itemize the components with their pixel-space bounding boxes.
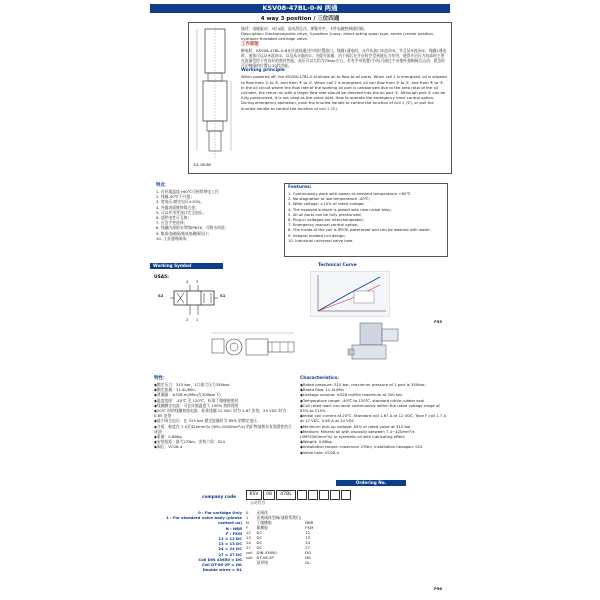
ordering-code-label: Coil DT-06-2P = DK [201, 562, 242, 568]
spec-cn-item: ◆最小吸合电压：在 315 bar 额定流量时为 85% 的额定电压 [154, 418, 258, 424]
table-cell: 12 [305, 530, 311, 535]
port-label-s2: S2 [158, 293, 164, 298]
drawing-dimension: 3/4-16UNF [193, 163, 212, 167]
code-box [330, 490, 340, 500]
table-row [244, 560, 315, 565]
ordering-code-label: 13 = 13 DC [218, 541, 242, 547]
spec-cn-item: ◆线圈额定电流：可在环境温度下 100% 持续使用 [154, 402, 239, 408]
ordering-code-label: 0 : For cartidge Only [198, 510, 242, 515]
table-cell: 双导线 [256, 560, 268, 565]
table-cell: DL [305, 560, 311, 565]
principle-en-heading: Working principle [241, 68, 285, 74]
spec-en-item: ◆Rated flow: 11.4L/Min [300, 387, 344, 393]
spec-cn-item: ◆额定流量：11.4L/Min； [154, 387, 199, 393]
spec-cn-item: ◆介质：粘度在 7.4至420mm²/s (5M=2000mm²/s) 的矿物油和具有润滑性的合成油 [154, 423, 292, 434]
table-cell: 0 [246, 510, 249, 515]
table-cell: DC [256, 540, 263, 545]
spec-cn-item: ◆泄漏量：≤328 ml/Min(在300bar下) [154, 392, 221, 398]
feature-en-item: 6. Plug-in voltages are interchangeable; [288, 217, 364, 223]
page-title: KSV08-47BL-0-N 两通 [262, 4, 338, 12]
feature-cn-item: 5. 可以并用背油口完全加压； [156, 209, 207, 215]
code-box [341, 490, 351, 500]
specs-cn [154, 376, 294, 450]
ordering-code-label: Double wires = DL [202, 567, 242, 573]
table-cell [244, 560, 255, 565]
port-label-s1: S1 [220, 293, 226, 298]
description-cn: 描述：电磁驱动，3位4通，直动滑芯式，弹簧对中，卡件电磁控制通用阀。 [241, 26, 368, 31]
feature-en-item: 10. Industrial universal valve hole. [288, 237, 354, 243]
description-en: Description: Electromagnetic drive, 3-position 4-way, direct-acting spool type, series (center position, hydraulic threaded cartridge valve. [241, 31, 435, 42]
feature-en-item: 4. The exposed surface is plated with new nickel alloy; [288, 206, 392, 212]
code-box: 47BL [276, 490, 296, 500]
table-cell: DT-06-2P [256, 555, 274, 560]
port-label-4: 4 [186, 279, 189, 284]
table-cell: DC [256, 530, 263, 535]
ordering-code-label: F : FKM [225, 530, 242, 536]
port-label-1: 1 [196, 317, 199, 322]
port-label-3: 3 [196, 279, 199, 284]
feature-cn-item: 8. 线圈内部防水等级IP67K，可耐水冲洗； [156, 225, 229, 231]
feature-en-item: 9. Integral molded coil design; [288, 232, 346, 238]
table-cell: DG [305, 550, 312, 555]
code-box [297, 490, 307, 500]
feature-cn-item: 2. 线圈-40℃不开裂； [156, 194, 195, 200]
table-cell: F [246, 525, 249, 530]
spec-cn-item: ◆阀孔：VC08-4 [154, 444, 183, 450]
table-cell: N [246, 520, 249, 525]
principle-en-text: When powered off, the KSV08-47BL-0-N allows oil to flow to all ports. When coil 1 is energized, oil is allowed to flow from ② to ③, and from ④ to ①. When coil 2 is energized, oil can flow from ② to ①, and from ④ to ③. In the oil circuit where the flow rate of the working oil port is unbalanced due to the area ratio of the oil cylinder, the return oil with a larger flow rate should be directed into the oil port ②. Although port ② can be fully pressurized, it is not used as the valve inlet. How to operate the emergency hand control option: During emergency operation, push the knurled handle to control the function of coil 1 (①), or pull the knurled handle to control the function of coil 1 (①). [241, 74, 447, 111]
spec-en-item: ◆Coil rated load: can work continuously within the rated voltage range of 85% to 115% [300, 402, 440, 414]
feature-cn-item: 9. 集成电磁阀/集成电磁阀设计； [156, 230, 212, 236]
table-cell: 12 [246, 530, 251, 535]
symbol-panel [150, 263, 450, 373]
company-code-cn: 公司代号 [250, 500, 266, 505]
feature-cn-item: 10. 工业通用阀体。 [156, 235, 190, 241]
spec-cn-item: ◆额定压力：315 bar，1口最大压力350bar； [154, 382, 234, 387]
code-box: 08 [263, 490, 275, 500]
cartridge-drawing [193, 27, 237, 165]
ordering-code-label: 27 = 27 DC [218, 551, 242, 557]
table-cell: 法规阀体型阀(请联系我们) [256, 515, 302, 520]
ordering-code-label: Coil DIN 43650 = DG [198, 556, 242, 562]
technical-curve-label: Technical Curve [318, 263, 357, 268]
table-cell: 13 [305, 535, 311, 540]
features-cn [156, 183, 282, 241]
table-cell: 13 [246, 535, 251, 540]
code-box [319, 490, 329, 500]
feature-en-item: 3. Wide voltage: ±10% of rated voltage; [288, 201, 365, 207]
spec-en-item: ◆Temperature range: -40℃ to 120℃, standard nitrile rubber seal [300, 397, 425, 403]
working-symbol-label: Working Symbol [150, 263, 223, 269]
spec-cn-item: ◆温度范围：-40℃ 至 120℃，标准丁腈橡胶密封 [154, 397, 239, 403]
table-cell: 无阀体 [256, 510, 268, 515]
ordering-left-codes [150, 510, 242, 572]
specs-panel [150, 376, 450, 476]
table-cell: coil [246, 555, 253, 560]
port-label-2: 2 [186, 317, 189, 322]
feature-cn-item: 7. 应急手控选择； [156, 220, 188, 226]
ordering-code-label: 1 : For standard valve body (please contact us) [166, 515, 242, 526]
company-code-label: company code [202, 494, 236, 499]
principle-cn-text: 断电时，KSV08-47BL-0-N允许液体通过中间位置油口。线圈1通电时，允许从油口②流向③，并且从④流向①。线圈2通电时，液体可以从④流向①，以及从③流向②。为提升流量，由于阀芯在开启时会受到液压力作用，使得开启压力较高时主要在流量受控下有良好的密封性能，高压可以大约为75bar左右。若有手动装置(手动)可通过手动推杆强制阀芯运动，紧急时可切换阀的位置1(①)的功能。 [241, 47, 447, 69]
spec-en-item: ◆Weight: 0.68kg [300, 439, 332, 445]
table-cell: DIN 43650 [256, 550, 277, 555]
features-en-heading: Features: [288, 185, 312, 190]
specs-en [300, 376, 448, 455]
feature-en-item: 8. The inside of the coil is IP67K waterproof and can be washed with water; [288, 227, 432, 233]
table-cell: 27 [246, 545, 251, 550]
ordering-panel [150, 478, 450, 596]
spec-en-item: ◆Leakage volume: ≤328 ml/Min maximum at 200 bar [300, 392, 403, 398]
table-cell: FKM [305, 525, 314, 530]
spec-en-item: ◆Installation torque: maximum 27Nm, installation hexagon: S24 [300, 444, 423, 450]
code-box: KSV [246, 490, 262, 500]
spec-en-item: ◆Valve hole: VC08-4 [300, 449, 339, 455]
code-box [308, 490, 318, 500]
description-text [241, 26, 447, 111]
feature-en-item: 1. Continuously work with power at ambient temperature +60℃ [288, 191, 411, 196]
section-description-panel [188, 22, 452, 174]
table-cell: NBR [305, 520, 314, 525]
spec-en-item: ◆Medium: Mineral oil with viscosity between 7.4~420mm²/s (5M*2000mm²/s) or synthetic oil with lubricating effect [300, 428, 415, 440]
ordering-code-label: 12 = 12 DC [218, 536, 242, 542]
feature-cn-item: 4. 外露表面镀铁镍合金； [156, 204, 199, 210]
ordering-title: Ordering No. [336, 480, 406, 486]
table-cell: coil [246, 550, 253, 555]
product-3d-view [346, 317, 406, 369]
features-en [284, 183, 448, 257]
specs-cn-heading: 特性： [154, 376, 168, 381]
spec-cn-item: ◆20℃ 时的线圈初始电流：标准线圈 12 VDC 时为 1.67 安培，24 VDC 时为 0.85 安培 [154, 408, 287, 419]
page-code-2: P56 [434, 586, 443, 591]
page-subtitle: 4 way 3 position / 三位四通 [260, 16, 340, 22]
spec-en-item: ◆Minimum pick-up voltage: 85% of rated value at 315 bar [300, 423, 411, 429]
ordering-code-label: N : NBR [225, 525, 242, 531]
feature-cn-item: 3. 宽电压:额定电压±10%。 [156, 199, 205, 205]
features-cn-heading: 特点： [156, 183, 170, 188]
feature-cn-item: 1. 在环境温度+60℃可持续带电工作 [156, 189, 219, 194]
table-cell: DK [305, 555, 311, 560]
feature-en-item: 5. All oil ports can be fully pressurized; [288, 211, 362, 217]
table-cell: 27 [305, 545, 311, 550]
feature-en-item: 2. No stagnation at low temperature -40℃; [288, 196, 371, 202]
feature-en-item: 7. Emergency manual control option; [288, 222, 359, 228]
ordering-code-label: 24 = 24 DC [218, 546, 242, 552]
table-cell: 24 [246, 540, 251, 545]
usa-label: USA5: [154, 275, 169, 280]
table-cell: 氟橡胶 [256, 525, 268, 530]
page-title-bar [150, 4, 450, 13]
code-box-row [246, 490, 352, 509]
ordering-table [244, 510, 315, 565]
table-cell: DC [256, 545, 263, 550]
feature-cn-item: 6. 插件电性可互换； [156, 215, 192, 221]
table-cell: 24 [305, 540, 311, 545]
table-cell: 丁腈橡胶 [256, 520, 272, 525]
table-cell: DC [256, 535, 263, 540]
page-code: P55 [434, 319, 443, 324]
table-cell: 1 [246, 515, 249, 520]
technical-curve [310, 271, 390, 317]
specs-en-heading: Characteristics: [300, 376, 339, 381]
spec-cn-item: ◆安装扭矩：最大27Nm，安装六角：S24 [154, 439, 225, 445]
spec-cn-item: ◆重量：0.68Kg [154, 434, 182, 440]
product-drawing [210, 325, 330, 369]
hydraulic-symbol [170, 283, 218, 323]
principle-cn-heading: 工作原理 [241, 41, 259, 47]
spec-en-item: ◆Initial coil current at 20℃: Standard coil 1.67 A at 12 VDC, Type F coil 1.7 A at 12 VDC, 0.85 A at 24 VDC [300, 413, 447, 424]
spec-en-item: ◆Rated pressure: 315 bar, maximum pressure of 1 port is 350bar; [300, 382, 426, 387]
features-panel [150, 183, 450, 259]
